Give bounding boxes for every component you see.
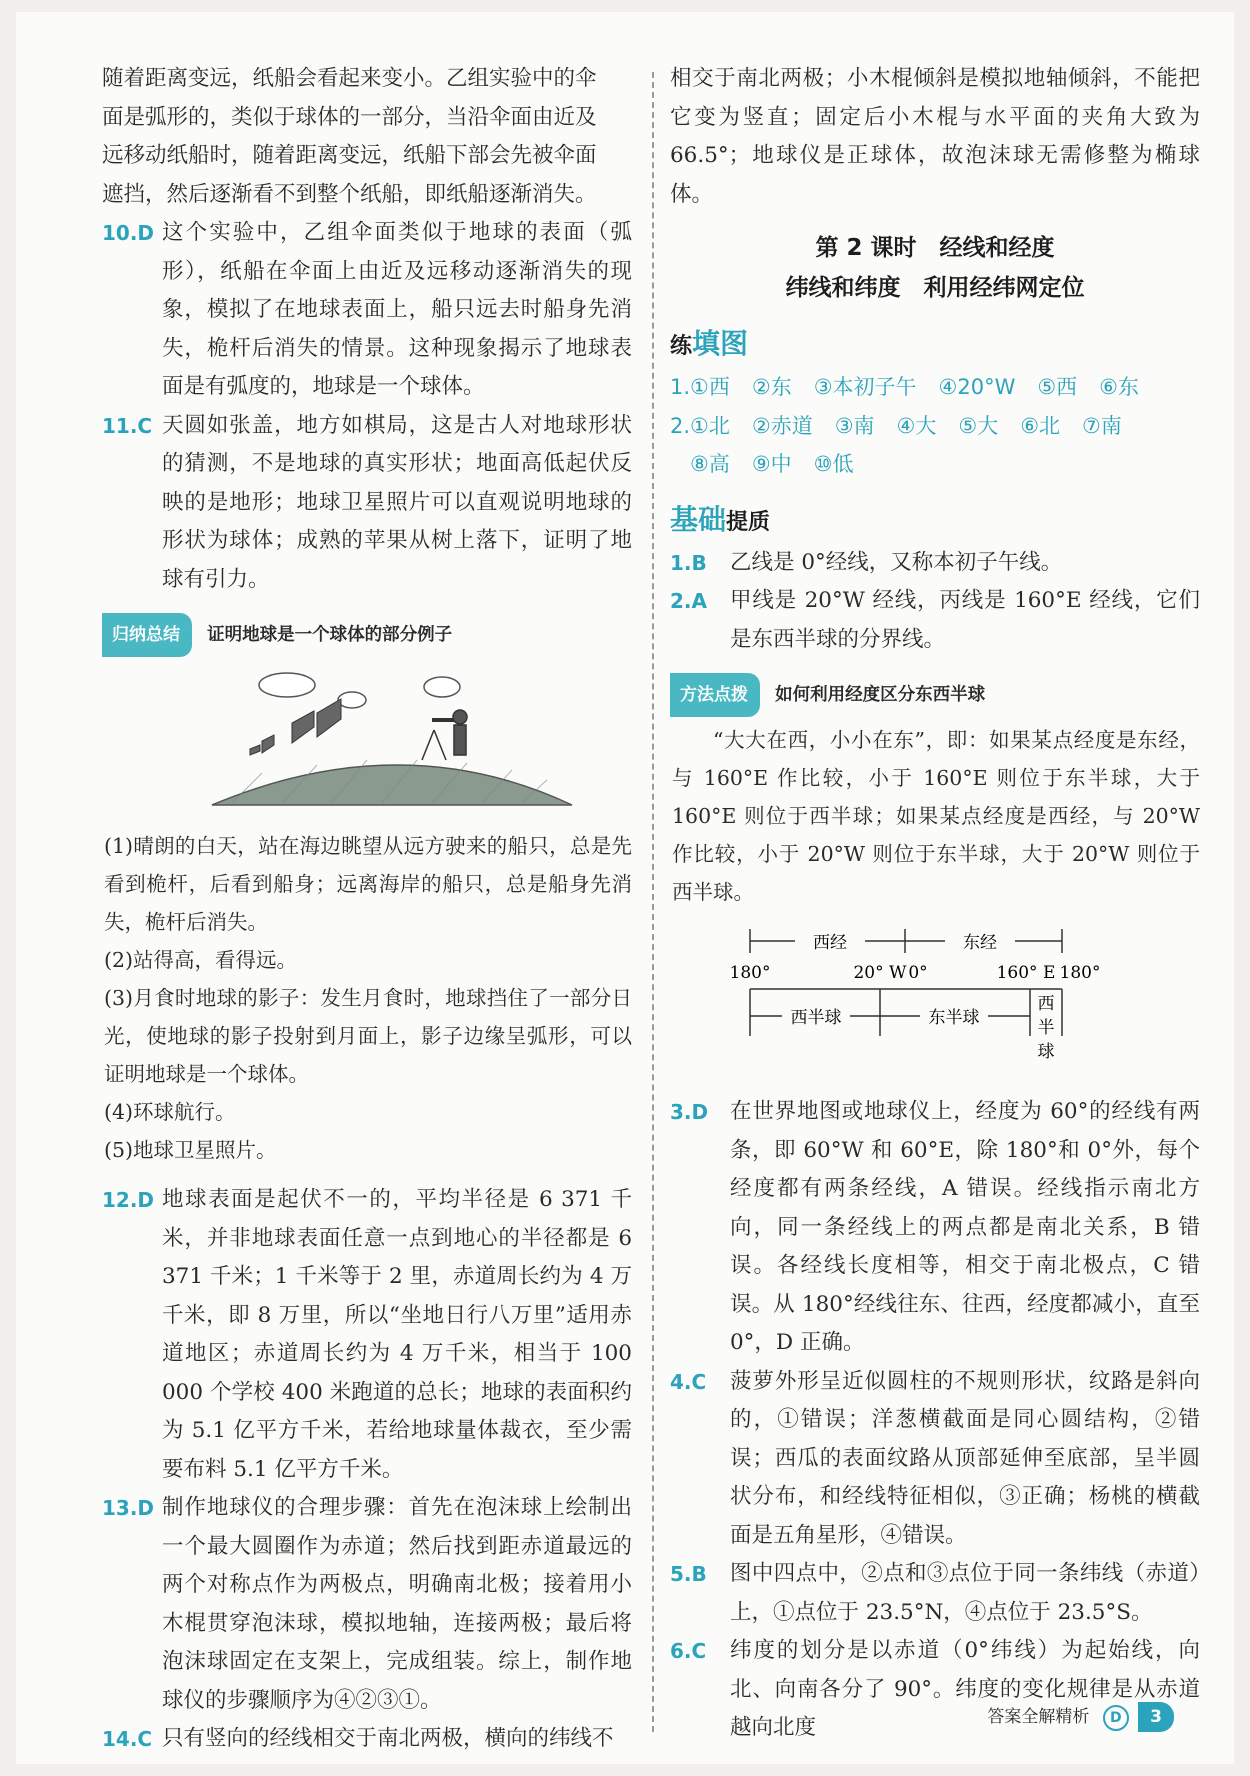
answer-10 — [102, 214, 632, 407]
answer-13 — [102, 1489, 632, 1720]
left-column — [102, 60, 632, 1759]
answer-page — [16, 12, 1234, 1764]
tick-160e: 160° E — [996, 963, 1056, 983]
example-item: (2)站得高，看得远。 — [104, 948, 298, 972]
answer-number: 4.C — [670, 1369, 707, 1394]
longitude-hemisphere-diagram — [729, 921, 1140, 1081]
west-longitude-label: 西经 — [813, 933, 847, 953]
answer-number: 14.C — [102, 1727, 153, 1751]
lesson-subtitle: 纬线和纬度 利用经纬网定位 — [785, 275, 1085, 301]
method-box-header — [670, 673, 1200, 713]
summary-title: 证明地球是一个球体的部分例子 — [207, 625, 453, 645]
answer-text: 制作地球仪的合理步骤：首先在泡沫球上绘制出一个最大圆圈作为赤道；然后找到距赤道最远的两个对称点作为两极点，明确南北极；接着用小木棍贯穿泡沫球，模拟地轴，连接两极；最后将泡沫球固定在支架上，完成组装。综上，制作地球仪的步骤顺序为④②③①。 — [162, 1495, 632, 1713]
basic-heading: 基础提质 — [670, 502, 771, 536]
west-hemisphere-small-char: 半 — [1037, 1018, 1055, 1038]
answer-number: 6.C — [670, 1639, 707, 1663]
method-text: “大大在西，小小在东”，即：如果某点经度是东经，与 160°E 作比较，小于 160°E 则位于东半球，大于 160°E 则位于西半球；如果某点经度是西经，与 20°W 作比较，小于 20°W 则位于东半球，大于 20°W 则位于西半球。 — [672, 728, 1200, 904]
method-text-block — [670, 721, 1200, 911]
summary-examples — [102, 827, 632, 1169]
east-longitude-label: 东经 — [963, 933, 997, 953]
tick-180-right: 180° — [1059, 963, 1101, 983]
lesson-title: 第 2 课时 经线和经度 — [815, 235, 1055, 261]
answer-number: 13.D — [102, 1496, 155, 1520]
answer-12 — [102, 1181, 632, 1489]
footer-label: 答案全解精析 — [987, 1707, 1090, 1727]
answer-text: 只有竖向的经线相交于南北两极，横向的纬线不 — [162, 1726, 614, 1751]
fill-answers-2: 2.①北 ②赤道 ③南 ④大 ⑤大 ⑥北 ⑦南 — [670, 413, 1122, 438]
answer-text: 菠萝外形呈近似圆柱的不规则形状，纹路是斜向的，①错误；洋葱横截面是同心圆结构，②错误；西瓜的表面纹路从顶部延伸至底部，呈半圆状分布，和经线特征相似，③正确；杨桃的横截面是五角星形，④错误。 — [730, 1368, 1200, 1548]
basic-answer-4 — [670, 1363, 1200, 1556]
answer-14 — [102, 1720, 632, 1759]
fill-map-heading: 练填图 — [670, 327, 749, 360]
intro-line: 面是弧形的，类似于球体的一部分，当沿伞面由近及 — [102, 104, 597, 130]
answer-number: 12.D — [102, 1188, 155, 1212]
example-item: (4)环球航行。 — [104, 1100, 236, 1124]
answer-text: 图中四点中，②点和③点位于同一条纬线（赤道）上，①点位于 23.5°N，④点位于 23.5°S。 — [730, 1561, 1200, 1625]
basic-answer-1 — [670, 544, 1200, 583]
tick-180-left: 180° — [729, 963, 771, 983]
intro-line: 遮挡，然后逐渐看不到整个纸船，即纸船逐渐消失。 — [102, 181, 597, 207]
fill-answers-1: 1.①西 ②东 ③本初子午 ④20°W ⑤西 ⑥东 — [670, 375, 1139, 399]
intro-line: 随着距离变远，纸船会看起来变小。乙组实验中的伞 — [102, 66, 597, 91]
west-hemisphere-small-char: 西 — [1037, 994, 1055, 1014]
example-item: (3)月食时地球的影子：发生月食时，地球挡住了一部分日光，使地球的影子投射到月面上，影子边缘呈弧形，可以证明地球是一个球体。 — [104, 986, 632, 1086]
tick-0: 0° — [908, 963, 928, 983]
answer-number: 3.D — [670, 1100, 709, 1124]
example-item: (1)晴朗的白天，站在海边眺望从远方驶来的船只，总是先看到桅杆，后看到船身；远离海岸的船只，总是船身先消失，桅杆后消失。 — [104, 834, 632, 934]
ship-horizon-illustration — [102, 665, 632, 815]
example-item: (5)地球卫星照片。 — [104, 1138, 277, 1162]
column-divider — [652, 72, 654, 1732]
right-column — [670, 60, 1200, 1748]
answer-11 — [102, 407, 632, 600]
west-hemisphere-small-char: 球 — [1037, 1042, 1055, 1062]
fill-answers-3: ⑧高 ⑨中 ⑩低 — [690, 452, 854, 476]
answer-text: 纬度的划分是以赤道（0°纬线）为起始线，向北、向南各分了 90°。纬度的变化规律是从赤道越向北度 — [730, 1638, 1200, 1740]
summary-box-header — [102, 613, 632, 653]
answer-text: 天圆如张盖，地方如棋局，这是古人对地球形状的猜测，不是地球的真实形状；地面高低起伏反映的是地形；地球卫星照片可以直观说明地球的形状为球体；成熟的苹果从树上落下，证明了地球有引力。 — [162, 412, 632, 592]
basic-answer-5 — [670, 1555, 1200, 1632]
answer-number: 5.B — [670, 1562, 707, 1586]
summary-badge: 归纳总结 — [102, 613, 192, 657]
intro-line: 远移动纸船时，随着距离变远，纸船下部会先被伞面 — [102, 143, 597, 168]
answer-number: 10.D — [102, 221, 155, 245]
tick-20w: 20° W — [853, 963, 907, 983]
answer-14-continued: 相交于南北两极；小木棍倾斜是模拟地轴倾斜，不能把它变为竖直；固定后小木棍与水平面的夹角大致为 66.5°；地球仪是正球体，故泡沫球无需修整为椭球体。 — [670, 66, 1200, 207]
method-title: 如何利用经度区分东西半球 — [775, 685, 986, 705]
east-hemisphere-label: 东半球 — [928, 1008, 980, 1028]
cloud-icon — [259, 673, 460, 708]
basic-answer-2 — [670, 582, 1200, 659]
answer-text: 这个实验中，乙组伞面类似于地球的表面（弧形），纸船在伞面上由近及远移动逐渐消失的现象，模拟了在地球表面上，船只远去时船身先消失，桅杆后消失的情景。这种现象揭示了地球表面是有弧度的，地球是一个球体。 — [162, 220, 632, 399]
footer-letter: D — [1103, 1705, 1129, 1731]
answer-number: 1.B — [670, 550, 707, 575]
method-badge: 方法点拨 — [670, 673, 760, 717]
basic-answer-3 — [670, 1093, 1200, 1363]
page-number: 3 — [1138, 1702, 1174, 1732]
answer-text: 乙线是 0°经线，又称本初子午线。 — [730, 549, 1063, 575]
page-footer — [987, 1702, 1174, 1732]
answer-text: 在世界地图或地球仪上，经度为 60°的经线有两条，即 60°W 和 60°E，除 180°和 0°外，每个经度都有两条经线，A 错误。经线指示南北方向，同一条经线上的两点都是南北关系，B 错误。各经线长度相等，相交于南北极点，C 错误。从 180°经线往东、往西，经度都减小，直至 0°，D 正确。 — [730, 1099, 1200, 1355]
answer-number: 11.C — [102, 413, 153, 438]
ship-icon — [250, 699, 341, 755]
answer-text: 甲线是 20°W 经线，丙线是 160°E 经线，它们是东西半球的分界线。 — [730, 588, 1200, 652]
person-with-telescope-icon — [422, 710, 467, 760]
answer-text: 地球表面是起伏不一的，平均半径是 6 371 千米，并非地球表面任意一点到地心的半径都是 6 371 千米；1 千米等于 2 里，赤道周长约为 4 万千米，即 8 万里，所以“坐地日行八万里”适用赤道地区；赤道周长约为 4 万千米，相当于 100 000 个学校 400 米跑道的总长；地球的表面积约为 5.1 亿平方千米，若给地球量体裁衣，至少需要布料 5.1 亿平方千米。 — [162, 1187, 632, 1482]
west-hemisphere-label: 西半球 — [790, 1008, 842, 1028]
answer-number: 2.A — [670, 589, 707, 613]
